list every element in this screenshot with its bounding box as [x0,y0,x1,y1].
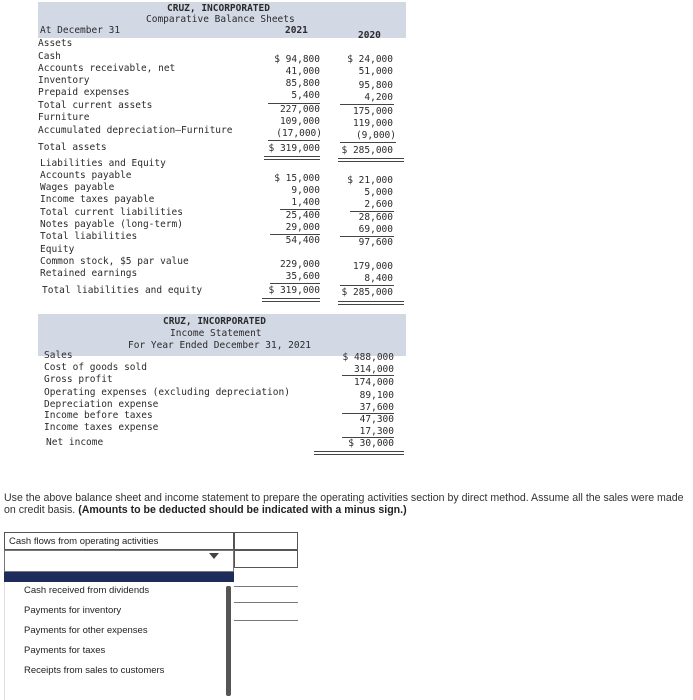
instructions [4,492,689,516]
dropdown-option[interactable]: Receipts from sales to customers [24,665,165,676]
bs-row-v1: 109,000 [279,116,320,127]
underline [340,285,394,286]
bs-row-label: Inventory [38,75,90,86]
bs-row-v1: 25,400 [285,210,320,221]
is-row-label: Net income [46,437,104,448]
bs-row-v2: 119,000 [352,118,393,129]
bs-row-label: Common stock, $5 par value [40,256,189,267]
bs-date-label: At December 31 [40,25,121,36]
bs-row-v1: 1,400 [291,197,320,208]
dropdown-option[interactable]: Payments for inventory [24,605,122,616]
bs-row-label: Income taxes payable [40,194,155,205]
bs-row-label: Assets [38,38,73,49]
bs-row-v1: $ 319,000 [268,285,320,296]
dropdown-option[interactable]: Cash received from dividends [24,585,150,596]
dropdown-option[interactable]: Payments for taxes [24,645,106,656]
is-row-label: Cost of goods sold [44,362,147,373]
account-dropdown[interactable] [4,550,234,572]
bs-row-v2: 69,000 [358,224,393,235]
bs-row-label: Notes payable (long-term) [40,219,183,230]
row-line [234,586,298,587]
underline [268,140,320,141]
bs-row-v2: 179,000 [352,261,393,272]
bs-row-v2: $ 24,000 [347,54,393,65]
bs-title: Comparative Balance Sheets [146,14,295,25]
bs-row-label: Total assets [38,142,107,153]
bs-row-v2: 4,200 [364,92,393,103]
bs-company: CRUZ, INCORPORATED [167,3,270,14]
double-underline [264,156,320,160]
bs-row-label: Total liabilities and equity [42,285,203,296]
bs-row-v2: 8,400 [364,273,393,284]
bs-row-label: Cash [38,51,61,62]
is-company: CRUZ, INCORPORATED [163,316,266,327]
is-row-label: Operating expenses (excluding depreciation) [44,387,290,398]
row-line [234,620,298,621]
header-amount-cell [234,532,298,550]
bs-row-v2: $ 285,000 [341,145,393,156]
is-row-value: 17,300 [359,426,394,437]
is-row-value: 37,600 [359,402,394,413]
is-row-label: Depreciation expense [44,399,159,410]
bs-year1: 2021 [285,25,308,36]
underline [340,104,394,105]
bs-row-v1: 5,400 [291,90,320,101]
bs-row-label: Accounts receivable, net [38,63,176,74]
statements-image [0,0,410,470]
is-row-value: $ 488,000 [342,352,394,363]
double-underline [262,298,320,302]
bs-row-v2: (9,000) [355,130,396,141]
dropdown-option[interactable]: Payments for other expenses [24,625,148,636]
bs-row-v1: $ 94,800 [274,54,320,65]
double-underline [338,158,404,162]
underline [270,283,320,284]
bs-row-v1: (17,000) [276,128,322,139]
bs-row-v1: 35,600 [285,271,320,282]
bs-row-label: Accumulated depreciation—Furniture [38,125,233,136]
bs-row-label: Equity [40,244,75,255]
bs-row-v1: 85,800 [285,78,320,89]
bs-row-v2: 97,600 [358,237,393,248]
instructions-text: Use the above balance sheet and income statement to prepare the operating activities section by direct method. Assume all the sales were made on credit basis. [4,492,684,516]
is-row-label: Gross profit [44,374,113,385]
is-row-value: 314,000 [353,364,394,375]
bs-row-v1: $ 15,000 [274,173,320,184]
bs-row-v1: 229,000 [279,259,320,270]
bs-row-label: Total current liabilities [40,207,183,218]
bs-row-v2: 28,600 [358,212,393,223]
bs-row-v2: 51,000 [358,66,393,77]
bs-row-v1: 54,400 [285,235,320,246]
bs-row-v1: 41,000 [285,66,320,77]
bs-row-v2: $ 21,000 [347,175,393,186]
bs-row-label: Accounts payable [40,170,132,181]
bs-row-v1: $ 319,000 [268,143,320,154]
row-line [234,602,298,603]
is-row-label: Income taxes expense [44,422,159,433]
is-row-value: 89,100 [359,390,394,401]
double-underline [338,301,404,305]
bs-row-v1: 9,000 [291,185,320,196]
bs-row-v2: 2,600 [364,199,393,210]
bs-row-v2: 95,800 [358,80,393,91]
is-row-value: 47,300 [359,414,394,425]
amount-input[interactable] [234,550,298,568]
bs-row-v1: 227,000 [279,104,320,115]
is-period: For Year Ended December 31, 2021 [128,340,312,351]
bs-year2: 2020 [358,30,381,41]
bs-row-v2: 5,000 [364,187,393,198]
dropdown-highlight[interactable] [4,572,234,582]
bs-row-label: Furniture [38,112,90,123]
underline [342,375,394,376]
bs-row-v1: 29,000 [285,222,320,233]
bs-row-label: Prepaid expenses [38,87,130,98]
is-title: Income Statement [170,328,262,339]
is-row-value: 174,000 [353,377,394,388]
bs-row-label: Retained earnings [40,268,138,279]
bs-row-label: Wages payable [40,182,115,193]
bs-row-label: Total liabilities [40,231,138,242]
underline [340,142,396,143]
is-row-label: Income before taxes [44,410,153,421]
cash-flows-operating-header: Cash flows from operating activities [4,532,234,550]
dropdown-scrollbar[interactable] [226,586,231,696]
chevron-down-icon[interactable] [209,553,219,559]
instructions-bold: (Amounts to be deducted should be indicated with a minus sign.) [78,504,407,516]
bs-row-v2: 175,000 [352,106,393,117]
bs-row-label: Total current assets [38,100,153,111]
is-row-value: $ 30,000 [348,438,394,449]
is-row-label: Sales [44,350,73,361]
dropdown-options [4,582,235,700]
double-underline [314,451,404,455]
bs-row-v2: $ 285,000 [341,287,393,298]
bs-row-label: Liabilities and Equity [40,158,166,169]
